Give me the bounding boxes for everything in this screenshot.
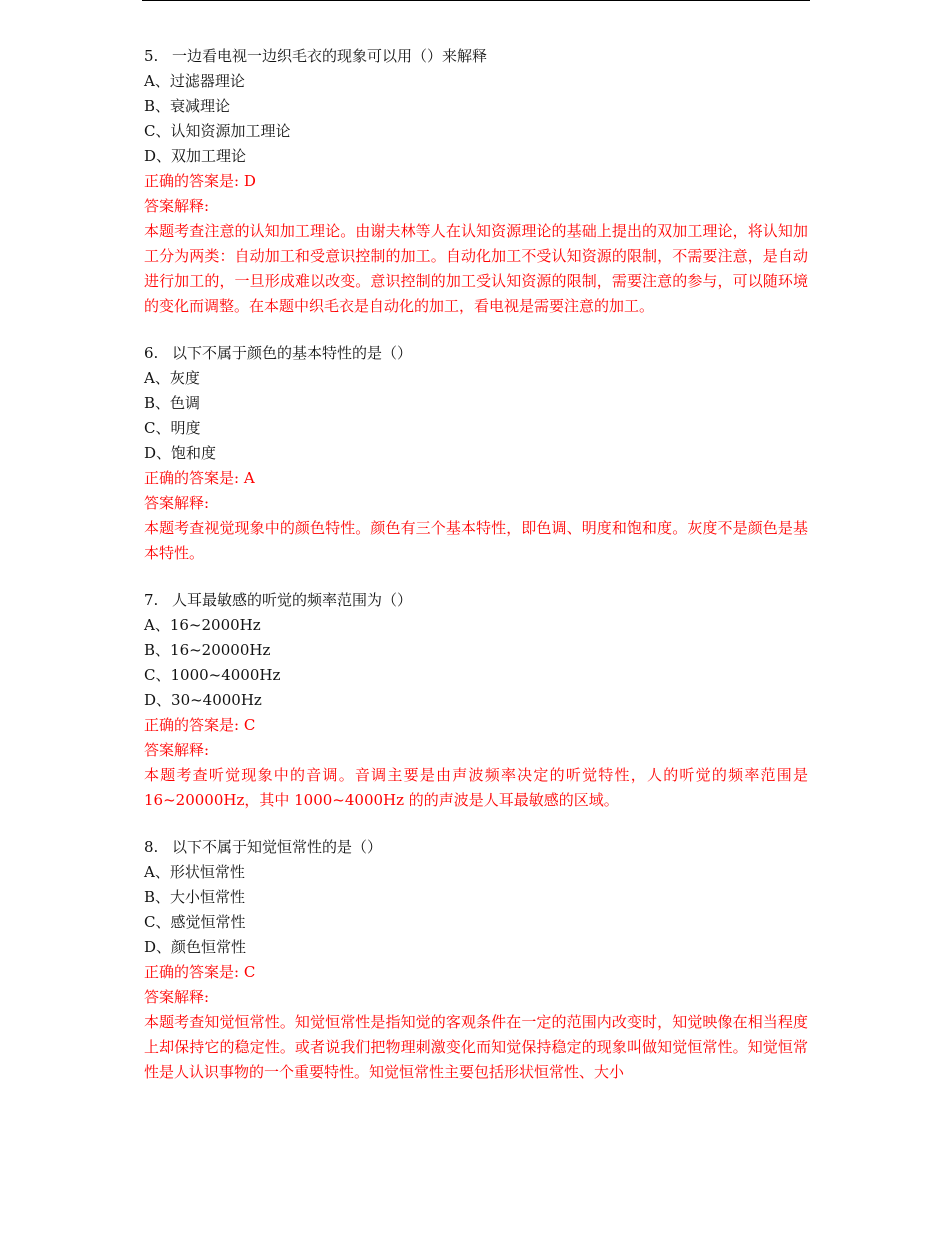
option-b: B、衰减理论 — [144, 97, 231, 115]
question-stem-line — [144, 588, 808, 613]
explanation-text: 本题考查知觉恒常性。知觉恒常性是指知觉的客观条件在一定的范围内改变时，知觉映像在相当程度上却保持它的稳定性。或者说我们把物理刺激变化而知觉保持稳定的现象叫做知觉恒常性。知觉恒常性是人认识事物的一个重要特性。知觉恒常性主要包括形状恒常性、大小 — [144, 1013, 808, 1081]
question-number: 7. — [144, 591, 159, 609]
option-b: B、色调 — [144, 394, 201, 412]
option-c: C、认知资源加工理论 — [144, 122, 291, 140]
question-7 — [144, 588, 808, 813]
question-stem-line — [144, 835, 808, 860]
question-8 — [144, 835, 808, 1085]
correct-answer: 正确的答案是: A — [144, 469, 255, 487]
correct-answer: 正确的答案是: D — [144, 172, 256, 190]
explanation-text: 本题考查视觉现象中的颜色特性。颜色有三个基本特性，即色调、明度和饱和度。灰度不是颜色是基本特性。 — [144, 519, 808, 562]
correct-answer: 正确的答案是: C — [144, 963, 256, 981]
question-6 — [144, 341, 808, 566]
option-d: D、饱和度 — [144, 444, 217, 462]
option-b: B、大小恒常性 — [144, 888, 246, 906]
option-a: A、过滤器理论 — [144, 72, 245, 90]
explanation-label: 答案解释: — [144, 494, 210, 512]
question-stem: 一边看电视一边织毛衣的现象可以用（）来解释 — [172, 47, 488, 65]
explanation-label: 答案解释: — [144, 197, 210, 215]
question-5 — [144, 44, 808, 319]
explanation-text: 本题考查注意的认知加工理论。由谢夫林等人在认知资源理论的基础上提出的双加工理论，将认知加工分为两类：自动加工和受意识控制的加工。自动化加工不受认知资源的限制，不需要注意，是自动进行加工的，一旦形成难以改变。意识控制的加工受认知资源的限制，需要注意的参与，可以随环境的变化而调整。在本题中织毛衣是自动化的加工，看电视是需要注意的加工。 — [144, 222, 808, 315]
option-c: C、1000~4000Hz — [144, 666, 281, 684]
explanation-label: 答案解释: — [144, 741, 210, 759]
option-c: C、感觉恒常性 — [144, 913, 246, 931]
option-d: D、30~4000Hz — [144, 691, 262, 709]
option-a: A、16~2000Hz — [144, 616, 261, 634]
question-stem: 以下不属于颜色的基本特性的是（） — [172, 344, 413, 362]
question-number: 6. — [144, 344, 159, 362]
option-b: B、16~20000Hz — [144, 641, 271, 659]
question-stem: 人耳最敏感的听觉的频率范围为（） — [172, 591, 413, 609]
option-d: D、颜色恒常性 — [144, 938, 247, 956]
option-c: C、明度 — [144, 419, 201, 437]
question-stem-line — [144, 44, 808, 69]
option-a: A、形状恒常性 — [144, 863, 245, 881]
question-number: 8. — [144, 838, 159, 856]
correct-answer: 正确的答案是: C — [144, 716, 256, 734]
explanation-label: 答案解释: — [144, 988, 210, 1006]
question-stem-line — [144, 341, 808, 366]
option-a: A、灰度 — [144, 369, 200, 387]
question-stem: 以下不属于知觉恒常性的是（） — [172, 838, 383, 856]
page-top-rule — [142, 0, 810, 1]
document-page — [144, 44, 808, 1107]
option-d: D、双加工理论 — [144, 147, 247, 165]
question-number: 5. — [144, 47, 159, 65]
explanation-text: 本题考查听觉现象中的音调。音调主要是由声波频率决定的听觉特性，人的听觉的频率范围是 16~20000Hz，其中 1000~4000Hz 的的声波是人耳最敏感的区域。 — [144, 766, 808, 809]
